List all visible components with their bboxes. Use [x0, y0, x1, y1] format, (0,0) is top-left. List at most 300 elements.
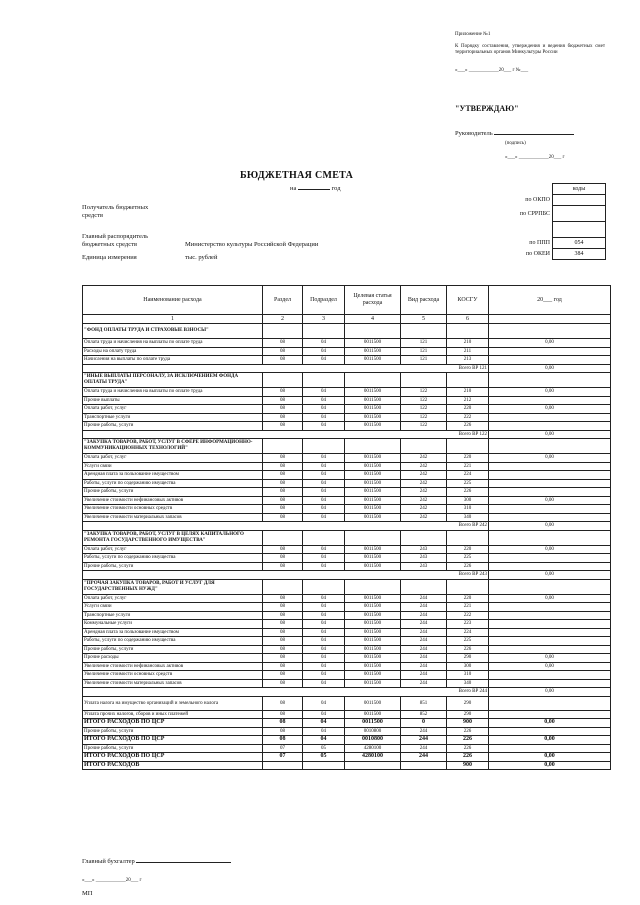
section-code: 07	[263, 744, 303, 753]
unit-label: Единица измерения	[82, 254, 137, 261]
expense-name: Прочие работы, услуги	[83, 488, 263, 497]
subtotal-row	[83, 571, 611, 580]
target-article-code: 4280100	[345, 753, 401, 762]
subsection-code: 04	[303, 462, 345, 471]
target-article-code: 0011500	[345, 645, 401, 654]
subtotal-value[interactable]: 0,00	[489, 571, 611, 580]
section-code: 08	[263, 562, 303, 571]
subsection-code: 04	[303, 405, 345, 414]
appendix-text: К Порядку составления, утверждения и ведения бюджетных смет территориальных органов Минкультуры России	[455, 44, 605, 55]
subsection-code: 04	[303, 671, 345, 680]
codes-table	[510, 183, 606, 260]
table-row	[83, 413, 611, 422]
codes-row	[510, 222, 606, 238]
amount-value[interactable]	[489, 637, 611, 646]
unit-value: тыс. рублей	[185, 254, 218, 261]
approve-head	[455, 130, 574, 138]
expense-name: Оплата работ, услуг	[83, 405, 263, 414]
amount-value[interactable]	[489, 471, 611, 480]
section-code: 07	[263, 753, 303, 762]
table-row	[83, 594, 611, 603]
subsection-code: 04	[303, 645, 345, 654]
target-article-code: 0011500	[345, 611, 401, 620]
total-row	[83, 719, 611, 728]
amount-value[interactable]: 0,00	[489, 454, 611, 463]
subsection-code: 04	[303, 339, 345, 348]
amount-value[interactable]	[489, 562, 611, 571]
expense-type-code: 243	[401, 545, 447, 554]
expense-type-code: 244	[401, 654, 447, 663]
expense-type-code: 0	[401, 719, 447, 728]
empty-cell	[489, 373, 611, 388]
expense-name: Прочие работы, услуги	[83, 744, 263, 753]
section-code: 08	[263, 554, 303, 563]
expense-name: Коммунальные услуги	[83, 620, 263, 629]
target-article-code: 0011500	[345, 719, 401, 728]
accountant-signature[interactable]	[136, 862, 231, 863]
column-number: 3	[303, 315, 345, 324]
amount-value[interactable]	[489, 710, 611, 719]
appendix-note	[455, 32, 605, 74]
table-row	[83, 603, 611, 612]
section-code: 08	[263, 710, 303, 719]
subsection-code: 04	[303, 513, 345, 522]
section-code: 08	[263, 505, 303, 514]
expense-type-code: 122	[401, 422, 447, 431]
table-row	[83, 662, 611, 671]
column-number: 4	[345, 315, 401, 324]
total-row	[83, 753, 611, 762]
column-header: Вид расхода	[401, 286, 447, 315]
amount-value[interactable]	[489, 628, 611, 637]
subtotal-value[interactable]: 0,00	[489, 522, 611, 531]
expense-type-code: 244	[401, 603, 447, 612]
section-code: 08	[263, 727, 303, 736]
subtotal-label: Всего ВР 122	[83, 430, 489, 439]
kosgu-code: 220	[447, 594, 489, 603]
kosgu-code: 300	[447, 496, 489, 505]
amount-value[interactable]: 0,00	[489, 388, 611, 397]
section-row	[83, 373, 611, 388]
table-row	[83, 696, 611, 710]
subsection-code: 04	[303, 710, 345, 719]
expense-type-code: 242	[401, 454, 447, 463]
target-article-code: 0010800	[345, 727, 401, 736]
amount-value[interactable]	[489, 696, 611, 710]
kosgu-code: 226	[447, 744, 489, 753]
empty-cell	[345, 373, 401, 388]
subsection-code: 04	[303, 727, 345, 736]
target-article-code: 0011500	[345, 637, 401, 646]
subtotal-row	[83, 430, 611, 439]
subsection-code: 04	[303, 413, 345, 422]
target-article-code: 0011500	[345, 471, 401, 480]
amount-value[interactable]	[489, 727, 611, 736]
column-number: 2	[263, 315, 303, 324]
expense-name: Транспортные услуги	[83, 413, 263, 422]
expense-type-code: 242	[401, 488, 447, 497]
expense-type-code	[401, 761, 447, 770]
section-code: 08	[263, 388, 303, 397]
subsection-code: 04	[303, 545, 345, 554]
approve-signature-line[interactable]	[494, 134, 574, 135]
amount-value[interactable]: 0,00	[489, 753, 611, 762]
section-row	[83, 579, 611, 594]
amount-value[interactable]: 0,00	[489, 594, 611, 603]
expense-type-code: 242	[401, 496, 447, 505]
section-title: "ИНЫЕ ВЫПЛАТЫ ПЕРСОНАЛУ, ЗА ИСКЛЮЧЕНИЕМ ФОНДА ОПЛАТЫ ТРУДА"	[83, 373, 263, 388]
target-article-code: 0011500	[345, 454, 401, 463]
subsection-code: 04	[303, 654, 345, 663]
empty-cell	[345, 579, 401, 594]
subsection-code: 04	[303, 679, 345, 688]
amount-value[interactable]: 0,00	[489, 339, 611, 348]
subtotal-row	[83, 688, 611, 697]
table-row	[83, 727, 611, 736]
subsection-code: 04	[303, 388, 345, 397]
subsection-code: 04	[303, 422, 345, 431]
expense-type-code: 244	[401, 611, 447, 620]
column-number: 5	[401, 315, 447, 324]
amount-value[interactable]	[489, 347, 611, 356]
kosgu-code: 226	[447, 753, 489, 762]
amount-value[interactable]	[489, 744, 611, 753]
table-row	[83, 396, 611, 405]
empty-cell	[489, 579, 611, 594]
section-code: 08	[263, 679, 303, 688]
target-article-code: 0011500	[345, 396, 401, 405]
expense-name: Увеличение стоимости материальных запасов	[83, 679, 263, 688]
subtotal-label: Всего ВР 243	[83, 571, 489, 580]
kosgu-code: 221	[447, 462, 489, 471]
column-header: Раздел	[263, 286, 303, 315]
footer-date: «___» ____________20___ г	[82, 878, 142, 883]
expense-type-code: 243	[401, 554, 447, 563]
empty-cell	[345, 324, 401, 339]
expense-name: Услуги связи	[83, 462, 263, 471]
empty-cell	[447, 439, 489, 454]
section-code: 08	[263, 356, 303, 365]
section-code: 08	[263, 405, 303, 414]
kosgu-code: 226	[447, 422, 489, 431]
table-row	[83, 347, 611, 356]
kosgu-code: 226	[447, 736, 489, 745]
amount-value[interactable]	[489, 396, 611, 405]
subtotal-value[interactable]: 0,00	[489, 430, 611, 439]
expense-type-code: 244	[401, 594, 447, 603]
amount-value[interactable]	[489, 513, 611, 522]
subtotal-value[interactable]: 0,00	[489, 688, 611, 697]
section-row	[83, 324, 611, 339]
amount-value[interactable]	[489, 422, 611, 431]
expense-name: Уплата прочих налогов, сборов и иных платежей	[83, 710, 263, 719]
section-code: 08	[263, 645, 303, 654]
expense-name: Прочие работы, услуги	[83, 562, 263, 571]
empty-cell	[303, 439, 345, 454]
empty-cell	[401, 530, 447, 545]
codes-header-row	[510, 184, 606, 195]
expense-name: ИТОГО РАСХОДОВ ПО ЦСР	[83, 736, 263, 745]
year-on: на	[290, 185, 297, 192]
kosgu-code: 223	[447, 620, 489, 629]
expense-name: Уплата налога на имущество организаций и земельного налога	[83, 696, 263, 710]
target-article-code: 0011500	[345, 603, 401, 612]
amount-value[interactable]	[489, 645, 611, 654]
subsection-code: 04	[303, 637, 345, 646]
expense-type-code: 122	[401, 396, 447, 405]
section-code: 08	[263, 654, 303, 663]
table-row	[83, 388, 611, 397]
section-code: 08	[263, 479, 303, 488]
expense-type-code: 244	[401, 727, 447, 736]
subsection-code: 04	[303, 454, 345, 463]
empty-cell	[303, 579, 345, 594]
kosgu-code: 211	[447, 347, 489, 356]
kosgu-code: 226	[447, 562, 489, 571]
target-article-code: 0011500	[345, 488, 401, 497]
amount-value[interactable]: 0,00	[489, 662, 611, 671]
year-input-line[interactable]	[298, 189, 330, 190]
section-code: 08	[263, 696, 303, 710]
expense-name: Работы, услуги по содержанию имущества	[83, 637, 263, 646]
amount-value[interactable]	[489, 554, 611, 563]
table-row	[83, 611, 611, 620]
table-row	[83, 513, 611, 522]
table-row	[83, 339, 611, 348]
table-row	[83, 496, 611, 505]
expense-name: Увеличение стоимости основных средств	[83, 671, 263, 680]
table-row	[83, 671, 611, 680]
empty-cell	[447, 579, 489, 594]
section-code: 08	[263, 545, 303, 554]
amount-value[interactable]: 0,00	[489, 405, 611, 414]
column-number-row	[83, 315, 611, 324]
amount-value[interactable]: 0,00	[489, 719, 611, 728]
table-row	[83, 356, 611, 365]
section-code: 08	[263, 471, 303, 480]
amount-value[interactable]: 0,00	[489, 654, 611, 663]
section-code: 08	[263, 628, 303, 637]
amount-value[interactable]	[489, 679, 611, 688]
section-code: 08	[263, 603, 303, 612]
section-code: 08	[263, 611, 303, 620]
empty-cell	[489, 439, 611, 454]
expense-type-code: 242	[401, 462, 447, 471]
table-row	[83, 505, 611, 514]
section-code: 08	[263, 496, 303, 505]
expense-name: ИТОГО РАСХОДОВ	[83, 761, 263, 770]
kosgu-code: 900	[447, 761, 489, 770]
subsection-code: 04	[303, 396, 345, 405]
section-code: 08	[263, 671, 303, 680]
section-row	[83, 439, 611, 454]
column-number	[489, 315, 611, 324]
column-number: 1	[83, 315, 263, 324]
empty-cell	[447, 530, 489, 545]
expense-name: Оплата труда и начисления на выплаты по оплате труда	[83, 388, 263, 397]
subsection-code: 04	[303, 347, 345, 356]
kosgu-code: 221	[447, 603, 489, 612]
subsection-code: 04	[303, 505, 345, 514]
kosgu-code: 226	[447, 645, 489, 654]
subsection-code: 04	[303, 594, 345, 603]
expense-name: ИТОГО РАСХОДОВ ПО ЦСР	[83, 753, 263, 762]
target-article-code: 0011500	[345, 671, 401, 680]
kosgu-code: 210	[447, 388, 489, 397]
target-article-code: 0011500	[345, 554, 401, 563]
expense-name: Прочие работы, услуги	[83, 727, 263, 736]
empty-cell	[447, 324, 489, 339]
expense-name: Прочие работы, услуги	[83, 422, 263, 431]
section-code: 08	[263, 413, 303, 422]
expense-name: Увеличение стоимости нефинансовых активов	[83, 662, 263, 671]
amount-value[interactable]: 0,00	[489, 736, 611, 745]
column-header: 20___ год	[489, 286, 611, 315]
target-article-code: 0011500	[345, 654, 401, 663]
target-article-code: 0011500	[345, 339, 401, 348]
section-code: 08	[263, 637, 303, 646]
amount-value[interactable]	[489, 603, 611, 612]
section-code: 08	[263, 736, 303, 745]
subtotal-label: Всего ВР 121	[83, 364, 489, 373]
subtotal-value[interactable]: 0,00	[489, 364, 611, 373]
subsection-code	[303, 761, 345, 770]
codes-row: по ОКЕИ 384	[510, 249, 606, 260]
subsection-code: 04	[303, 562, 345, 571]
subsection-code: 04	[303, 620, 345, 629]
table-row	[83, 545, 611, 554]
section-title: "ЗАКУПКА ТОВАРОВ, РАБОТ, УСЛУГ В ЦЕЛЯХ КАПИТАЛЬНОГО РЕМОНТА ГОСУДАРСТВЕННОГО ИМУЩЕСТВА"	[83, 530, 263, 545]
expense-type-code: 122	[401, 405, 447, 414]
expense-name: ИТОГО РАСХОДОВ ПО ЦСР	[83, 719, 263, 728]
kosgu-code: 225	[447, 479, 489, 488]
codes-row: по ОКПО	[510, 195, 606, 206]
expense-type-code: 851	[401, 696, 447, 710]
column-header: Подраздел	[303, 286, 345, 315]
expense-name: Транспортные услуги	[83, 611, 263, 620]
table-row	[83, 620, 611, 629]
amount-value[interactable]	[489, 413, 611, 422]
document-year-line	[290, 185, 341, 193]
kosgu-code: 300	[447, 662, 489, 671]
target-article-code: 0011500	[345, 496, 401, 505]
target-article-code: 0011500	[345, 388, 401, 397]
table-row	[83, 405, 611, 414]
kosgu-code: 222	[447, 611, 489, 620]
subsection-code: 04	[303, 662, 345, 671]
table-row	[83, 628, 611, 637]
approve-title: "УТВЕРЖДАЮ"	[455, 104, 519, 113]
expense-name: Работы, услуги по содержанию имущества	[83, 554, 263, 563]
kosgu-code: 224	[447, 628, 489, 637]
appendix-number: Приложение №1	[455, 32, 491, 37]
subsection-code: 04	[303, 479, 345, 488]
subsection-code: 04	[303, 496, 345, 505]
expense-type-code: 243	[401, 562, 447, 571]
subtotal-row	[83, 364, 611, 373]
expense-name: Оплата труда и начисления на выплаты по оплате труда	[83, 339, 263, 348]
approve-sign-label: (подпись)	[505, 141, 526, 146]
expense-name: Арендная плата за пользование имуществом	[83, 471, 263, 480]
table-row	[83, 654, 611, 663]
estimate-table	[82, 285, 611, 770]
expense-name: Увеличение стоимости нефинансовых активов	[83, 496, 263, 505]
target-article-code: 0011500	[345, 505, 401, 514]
empty-cell	[263, 324, 303, 339]
kosgu-code: 213	[447, 356, 489, 365]
amount-value[interactable]	[489, 479, 611, 488]
amount-value[interactable]	[489, 611, 611, 620]
target-article-code: 0011500	[345, 513, 401, 522]
amount-value[interactable]: 0,00	[489, 496, 611, 505]
expense-type-code: 852	[401, 710, 447, 719]
empty-cell	[263, 579, 303, 594]
empty-cell	[303, 324, 345, 339]
expense-name: Арендная плата за пользование имуществом	[83, 628, 263, 637]
amount-value[interactable]	[489, 505, 611, 514]
manager-value: Министерство культуры Российской Федерации	[185, 241, 319, 248]
expense-type-code: 244	[401, 679, 447, 688]
expense-type-code: 244	[401, 736, 447, 745]
subtotal-label: Всего ВР 242	[83, 522, 489, 531]
expense-type-code: 122	[401, 413, 447, 422]
target-article-code: 0011500	[345, 696, 401, 710]
amount-value[interactable]	[489, 488, 611, 497]
kosgu-code: 222	[447, 413, 489, 422]
expense-type-code: 244	[401, 744, 447, 753]
subsection-code: 04	[303, 554, 345, 563]
target-article-code	[345, 761, 401, 770]
amount-value[interactable]	[489, 356, 611, 365]
expense-type-code: 244	[401, 620, 447, 629]
expense-type-code: 244	[401, 628, 447, 637]
amount-value[interactable]	[489, 620, 611, 629]
amount-value[interactable]	[489, 462, 611, 471]
section-code: 08	[263, 396, 303, 405]
amount-value[interactable]	[489, 671, 611, 680]
section-code	[263, 761, 303, 770]
expense-type-code: 242	[401, 479, 447, 488]
target-article-code: 4280100	[345, 744, 401, 753]
amount-value[interactable]: 0,00	[489, 545, 611, 554]
target-article-code: 0011500	[345, 405, 401, 414]
recipient-label: Получатель бюджетных средств	[82, 204, 149, 219]
table-row	[83, 744, 611, 753]
target-article-code: 0011500	[345, 562, 401, 571]
expense-type-code: 242	[401, 505, 447, 514]
amount-value[interactable]: 0,00	[489, 761, 611, 770]
table-row	[83, 462, 611, 471]
section-code: 08	[263, 620, 303, 629]
subsection-code: 04	[303, 603, 345, 612]
appendix-date: «___» ____________20___ г №___	[455, 68, 529, 73]
kosgu-code: 224	[447, 471, 489, 480]
subsection-code: 04	[303, 628, 345, 637]
empty-cell	[401, 439, 447, 454]
codes-row: по СРРПБС	[510, 206, 606, 222]
section-code: 08	[263, 662, 303, 671]
expense-name: Прочие расходы	[83, 654, 263, 663]
empty-cell	[447, 373, 489, 388]
target-article-code: 0011500	[345, 594, 401, 603]
subsection-code: 04	[303, 696, 345, 710]
expense-name: Прочие работы, услуги	[83, 645, 263, 654]
codes-header: коды	[553, 184, 606, 195]
target-article-code: 0011500	[345, 422, 401, 431]
kosgu-code: 900	[447, 719, 489, 728]
subsection-code: 04	[303, 356, 345, 365]
table-row	[83, 471, 611, 480]
